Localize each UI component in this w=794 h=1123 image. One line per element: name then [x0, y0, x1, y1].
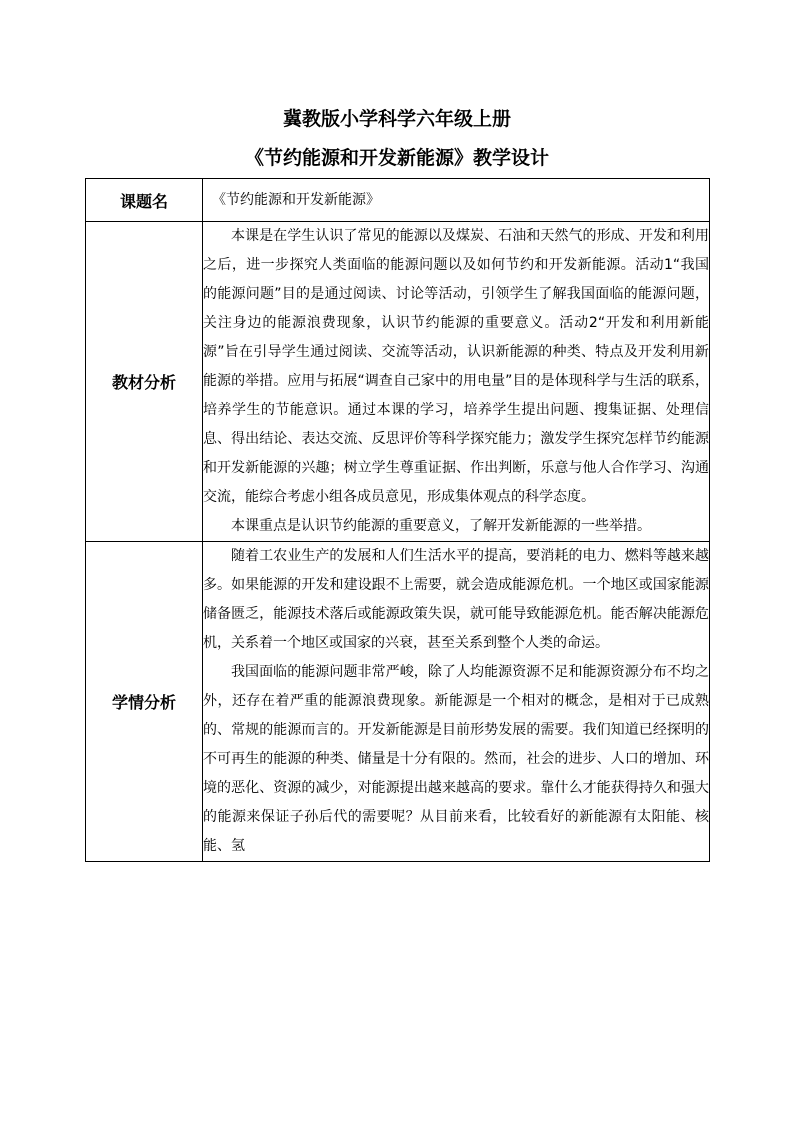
learner-analysis-paragraph-2: 我国面临的能源问题非常严峻，除了人均能源资源不足和能源资源分布不均之外，还存在着严重的能源浪费现象。新能源是一个相对的概念，是相对于已成熟的、常规的能源而言的。开发新能源是目前形势发展的需要。我们知道已经探明的不可再生的能源的种类、储量是十分有限的。然而，社会的进步、人口的增加、环境的恶化、资源的减少，对能源提出越来越高的要求。靠什么才能获得持久和强大的能源来保证子孙后代的需要呢？从目前来看，比较看好的新能源有太阳能、核能、氢: [203, 664, 709, 854]
material-analysis-content: [203, 222, 710, 542]
document-title: 冀教版小学科学六年级上册: [282, 108, 511, 130]
table-row-topic: [86, 179, 710, 222]
learner-analysis-paragraph-1: 随着工农业生产的发展和人们生活水平的提高，要消耗的电力、燃料等越来越多。如果能源的开发和建设跟不上需要，就会造成能源危机。一个地区或国家能源储备匮乏，能源技术落后或能源政策失误，就可能导致能源危机。能否解决能源危机，关系着一个地区或国家的兴衰，甚至关系到整个人类的命运。: [203, 548, 709, 651]
table-row-material-analysis: [86, 222, 710, 542]
learner-analysis-content: [203, 542, 710, 862]
row-label-learner-analysis: 学情分析: [86, 542, 203, 862]
topic-value: 《节约能源和开发新能源》: [203, 179, 710, 222]
table-row-learner-analysis: [86, 542, 710, 862]
row-label-topic: 课题名: [86, 179, 203, 222]
document-subtitle: 《节约能源和开发新能源》教学设计: [244, 147, 549, 169]
material-analysis-paragraph-2: 本课重点是认识节约能源的重要意义，了解开发新能源的一些举措。: [231, 518, 651, 534]
lesson-design-table: [85, 178, 710, 862]
material-analysis-paragraph-1: 本课是在学生认识了常见的能源以及煤炭、石油和天然气的形成、开发和利用之后，进一步探究人类面临的能源问题以及如何节约和开发新能源。活动1“我国的能源问题”目的是通过阅读、讨论等活动，引领学生了解我国面临的能源问题，关注身边的能源浪费现象，认识节约能源的重要意义。活动2“开发和利用新能源”旨在引导学生通过阅读、交流等活动，认识新能源的种类、特点及开发利用新能源的举措。应用与拓展“调查自己家中的用电量”目的是体现科学与生活的联系，培养学生的节能意识。通过本课的学习，培养学生提出问题、搜集证据、处理信息、得出结论、表达交流、反思评价等科学探究能力；激发学生探究怎样节约能源和开发新能源的兴趣；树立学生尊重证据、作出判断，乐意与他人合作学习、沟通交流，能综合考虑小组各成员意见，形成集体观点的科学态度。: [203, 228, 709, 505]
row-label-material-analysis: 教材分析: [86, 222, 203, 542]
